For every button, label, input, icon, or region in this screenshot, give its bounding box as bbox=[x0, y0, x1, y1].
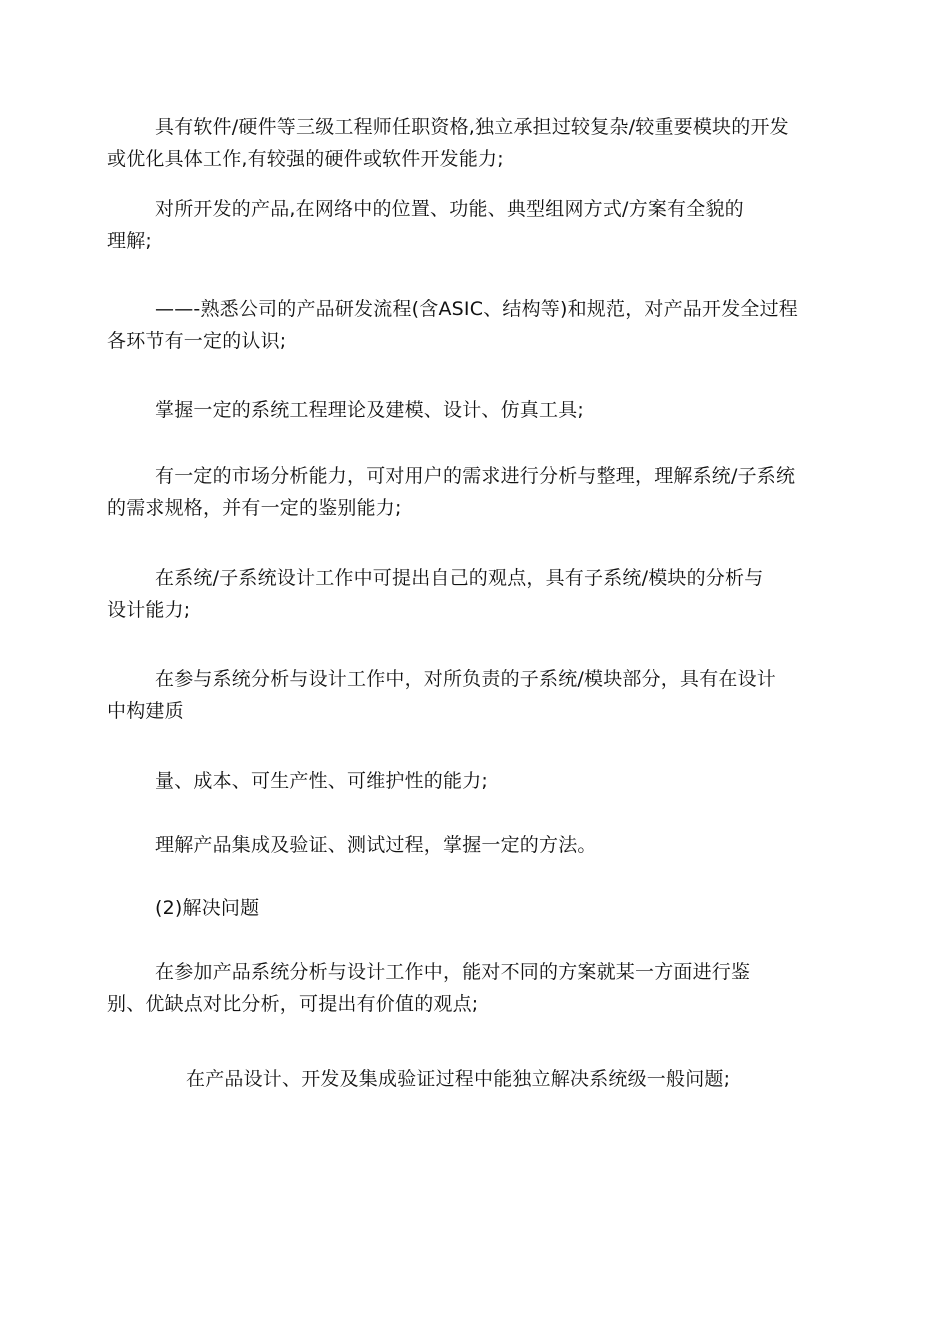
paragraph-quality-cost bbox=[107, 765, 842, 797]
paragraph-line: 在参加产品系统分析与设计工作中，能对不同的方案就某一方面进行鉴 bbox=[155, 961, 751, 983]
paragraph-line: 掌握一定的系统工程理论及建模、设计、仿真工具; bbox=[155, 399, 585, 421]
paragraph-line: 对所开发的产品,在网络中的位置、功能、典型组网方式/方案有全貌的 bbox=[155, 198, 744, 220]
paragraph-market-analysis bbox=[107, 460, 842, 524]
paragraph-line: 或优化具体工作,有较强的硬件或软件开发能力; bbox=[107, 148, 504, 170]
paragraph-line: 理解; bbox=[107, 230, 153, 252]
paragraph-line: ——-熟悉公司的产品研发流程(含ASIC、结构等)和规范，对产品开发全过程 bbox=[155, 298, 799, 320]
paragraph-process-familiarity bbox=[107, 293, 842, 357]
paragraph-system-engineering bbox=[107, 394, 842, 426]
paragraph-integration-testing bbox=[107, 829, 842, 861]
paragraph-subsystem-design bbox=[107, 562, 842, 626]
paragraph-line: 中构建质 bbox=[107, 700, 184, 722]
paragraph-line: 在产品设计、开发及集成验证过程中能独立解决系统级一般问题; bbox=[186, 1068, 731, 1090]
paragraph-line: 量、成本、可生产性、可维护性的能力; bbox=[155, 770, 489, 792]
paragraph-line: 理解产品集成及验证、测试过程，掌握一定的方法。 bbox=[155, 834, 597, 856]
paragraph-module-responsibility bbox=[107, 663, 842, 727]
paragraph-solution-comparison bbox=[107, 956, 842, 1020]
paragraph-qualification bbox=[107, 111, 842, 175]
paragraph-line: 具有软件/硬件等三级工程师任职资格,独立承担过较复杂/较重要模块的开发 bbox=[155, 116, 789, 138]
paragraph-product-understanding bbox=[107, 193, 842, 257]
paragraph-line: 别、优缺点对比分析，可提出有价值的观点; bbox=[107, 993, 479, 1015]
section-heading-problem-solving bbox=[107, 892, 842, 924]
paragraph-line: (2)解决问题 bbox=[155, 897, 260, 919]
paragraph-line: 的需求规格，并有一定的鉴别能力; bbox=[107, 497, 402, 519]
paragraph-line: 设计能力; bbox=[107, 599, 191, 621]
paragraph-line: 在系统/子系统设计工作中可提出自己的观点，具有子系统/模块的分析与 bbox=[155, 567, 764, 589]
paragraph-line: 各环节有一定的认识; bbox=[107, 330, 287, 352]
paragraph-line: 在参与系统分析与设计工作中，对所负责的子系统/模块部分，具有在设计 bbox=[155, 668, 777, 690]
paragraph-independent-problem-solving bbox=[186, 1063, 921, 1095]
paragraph-line: 有一定的市场分析能力，可对用户的需求进行分析与整理，理解系统/子系统 bbox=[155, 465, 796, 487]
